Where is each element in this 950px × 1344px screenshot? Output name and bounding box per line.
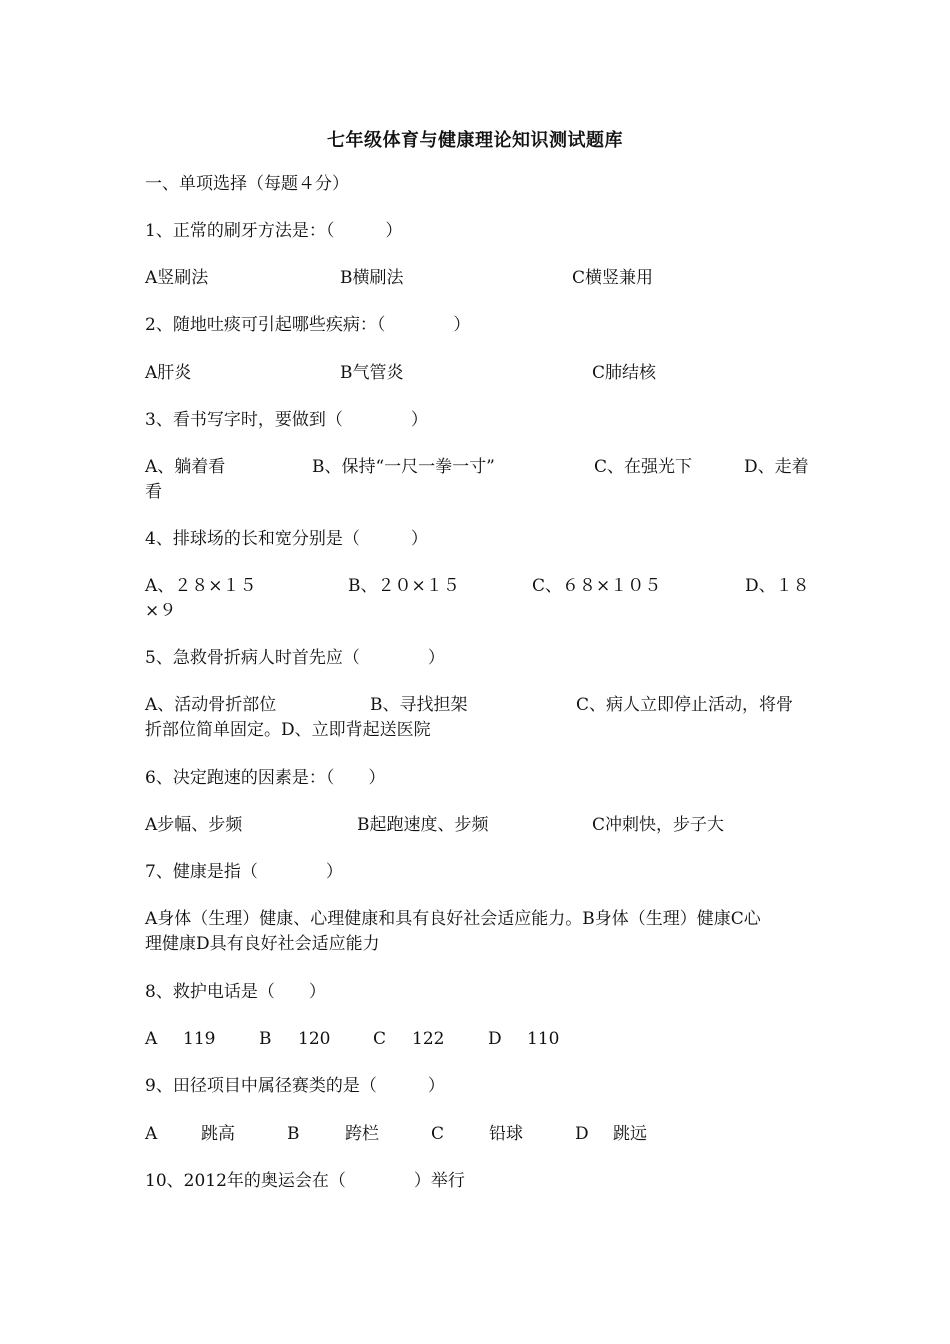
q6-option-b: B起跑速度、步频 <box>357 815 489 835</box>
q8-option-c-letter: C <box>373 1029 387 1049</box>
q3-option-b: B、保持“一尺一拳一寸” <box>312 457 495 477</box>
q8-option-b-value: 120 <box>298 1029 331 1049</box>
q1-option-a: A竖刷法 <box>145 268 209 288</box>
q8-option-a-letter: A <box>145 1029 158 1049</box>
q3-option-c: C、在强光下 <box>594 457 693 477</box>
q9-option-c-letter: C <box>431 1124 445 1144</box>
page-title: 七年级体育与健康理论知识测试题库 <box>327 130 623 151</box>
question-8: 8、救护电话是（ ） <box>145 982 326 1002</box>
q4-option-a: A、２８×１５ <box>145 576 257 596</box>
q4-option-d: D、１８ <box>745 576 810 596</box>
q4-option-c: C、６８×１０５ <box>532 576 662 596</box>
q9-option-c-value: 铅球 <box>489 1124 523 1144</box>
question-7: 7、健康是指（ ） <box>145 862 343 882</box>
question-3: 3、看书写字时，要做到（ ） <box>145 410 428 430</box>
section-heading: 一、单项选择（每题４分） <box>145 174 349 194</box>
q3-option-a: A、躺着看 <box>145 457 226 477</box>
q9-option-d-letter: D <box>575 1124 589 1144</box>
q5-option-b: B、寻找担架 <box>370 695 468 715</box>
question-4: 4、排球场的长和宽分别是（ ） <box>145 529 428 549</box>
question-6: 6、决定跑速的因素是：（ ） <box>145 768 386 788</box>
q8-option-b-letter: B <box>259 1029 272 1049</box>
q9-option-a-value: 跳高 <box>201 1124 235 1144</box>
q7-options-line-2: 理健康D具有良好社会适应能力 <box>145 934 380 954</box>
question-9: 9、田径项目中属径赛类的是（ ） <box>145 1076 445 1096</box>
q9-option-b-value: 跨栏 <box>345 1124 379 1144</box>
q9-option-d-value: 跳远 <box>613 1124 647 1144</box>
q6-option-c: C冲刺快，步子大 <box>592 815 725 835</box>
q2-option-a: A肝炎 <box>145 363 192 383</box>
q9-option-b-letter: B <box>287 1124 300 1144</box>
question-2: 2、随地吐痰可引起哪些疾病：（ ） <box>145 315 471 335</box>
q8-option-d-value: 110 <box>527 1029 560 1049</box>
q8-option-d-letter: D <box>488 1029 502 1049</box>
q3-option-d-continued: 看 <box>145 482 162 502</box>
q5-options-continued: 折部位简单固定。D、立即背起送医院 <box>145 720 431 740</box>
question-5: 5、急救骨折病人时首先应（ ） <box>145 648 445 668</box>
q2-option-b: B气管炎 <box>340 363 404 383</box>
q5-option-c: C、病人立即停止活动，将骨 <box>576 695 794 715</box>
q8-option-a-value: 119 <box>183 1029 216 1049</box>
q8-option-c-value: 122 <box>412 1029 445 1049</box>
q7-options-line-1: A身体（生理）健康、心理健康和具有良好社会适应能力。B身体（生理）健康C心 <box>145 909 761 929</box>
q5-option-a: A、活动骨折部位 <box>145 695 277 715</box>
q4-option-d-continued: ×９ <box>145 601 177 621</box>
q1-option-b: B横刷法 <box>340 268 404 288</box>
q4-option-b: B、２０×１５ <box>348 576 460 596</box>
question-1: 1、正常的刷牙方法是：（ ） <box>145 221 403 241</box>
question-10: 10、2012年的奥运会在（ ）举行 <box>145 1171 465 1191</box>
q3-option-d: D、走着 <box>744 457 809 477</box>
q1-option-c: C横竖兼用 <box>572 268 654 288</box>
q6-option-a: A步幅、步频 <box>145 815 243 835</box>
q2-option-c: C肺结核 <box>592 363 657 383</box>
q9-option-a-letter: A <box>145 1124 158 1144</box>
